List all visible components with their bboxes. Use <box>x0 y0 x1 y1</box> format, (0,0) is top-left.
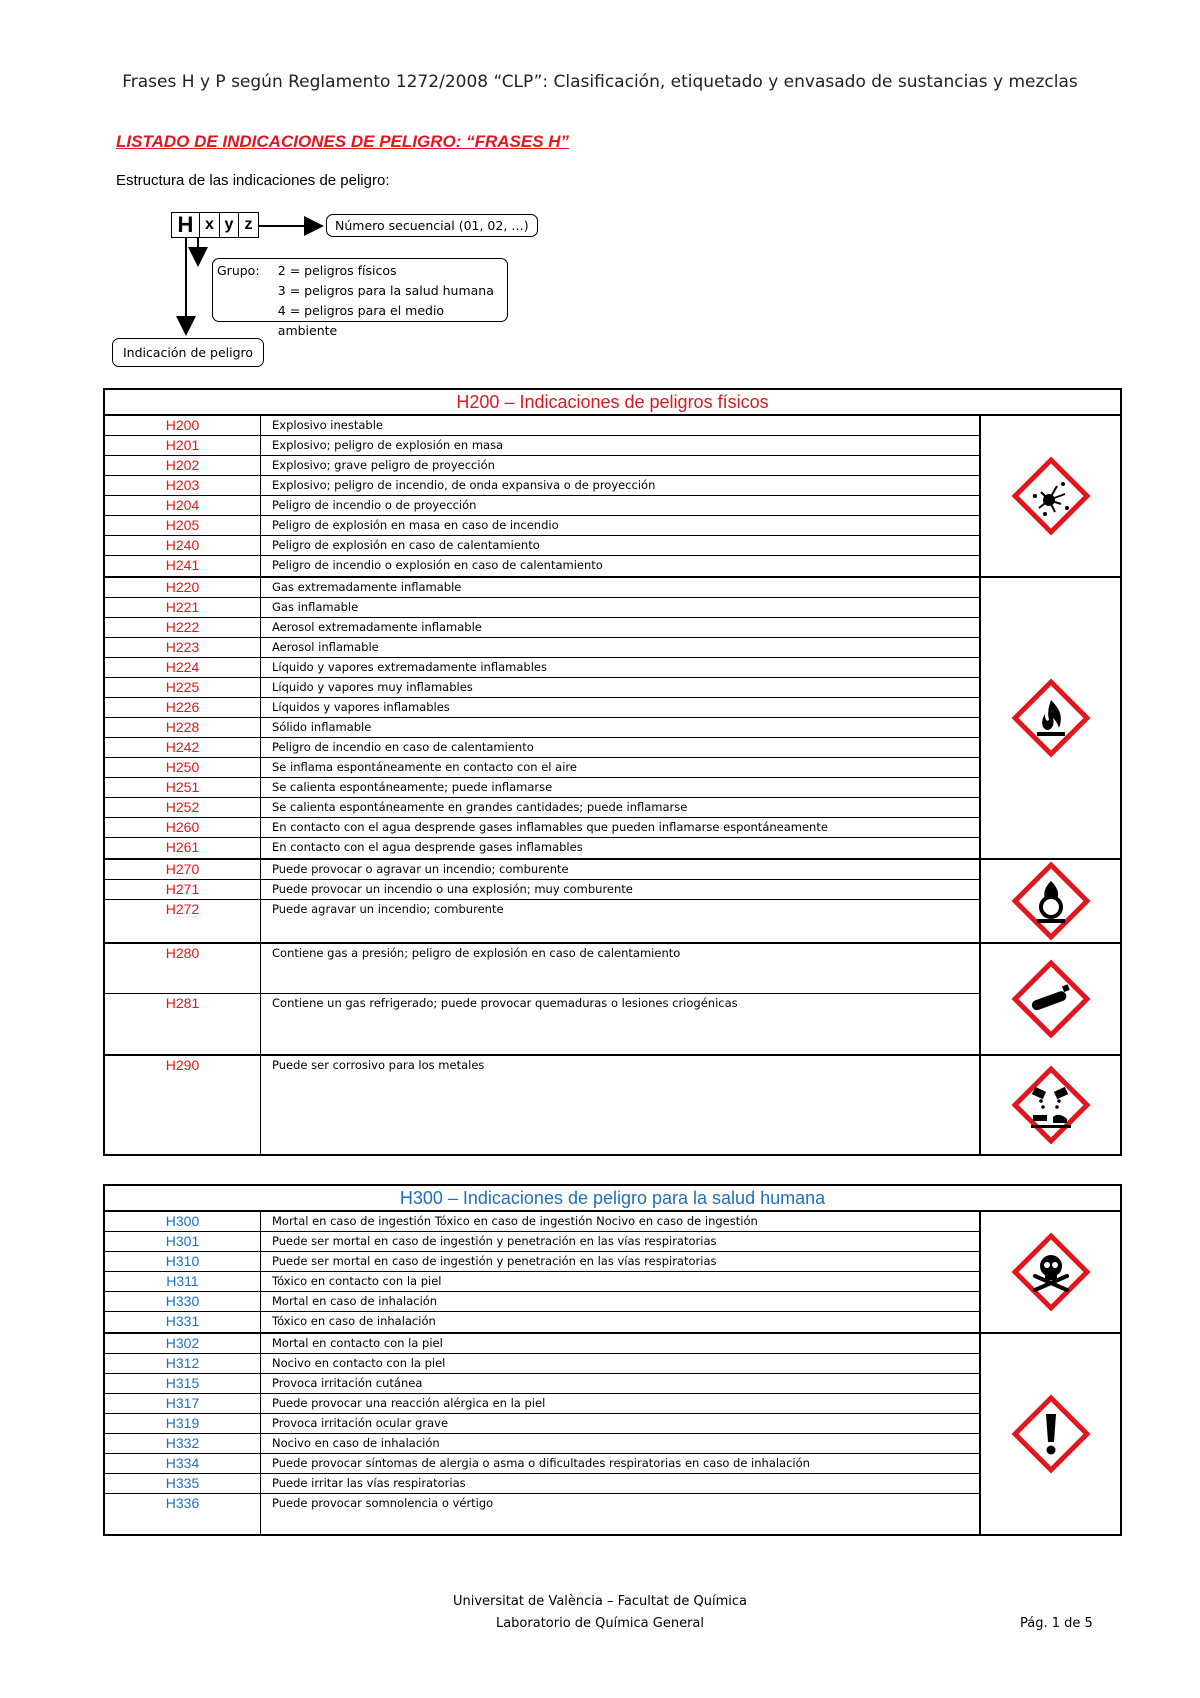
table-row <box>105 436 979 456</box>
hazard-code: H201 <box>105 436 261 455</box>
hazard-group <box>105 1334 1120 1534</box>
table-row <box>105 556 979 576</box>
table-row <box>105 456 979 476</box>
hazard-code: H330 <box>105 1292 261 1311</box>
table-row <box>105 578 979 598</box>
pictogram-cell <box>979 1334 1120 1534</box>
hazard-statement: Líquidos y vapores inflamables <box>272 700 450 714</box>
hazard-statement: Peligro de incendio o explosión en caso de calentamiento <box>272 558 603 572</box>
table-row <box>105 1056 979 1154</box>
hazard-code: H270 <box>105 860 261 879</box>
hazard-statement: Gas inflamable <box>272 600 359 614</box>
hazard-code: H205 <box>105 516 261 535</box>
hazard-statement: Nocivo en contacto con la piel <box>272 1356 446 1370</box>
hazard-code: H261 <box>105 838 261 858</box>
table-row <box>105 638 979 658</box>
hazard-code: H280 <box>105 944 261 993</box>
hazard-code: H335 <box>105 1474 261 1493</box>
hazard-statement: Puede provocar somnolencia o vértigo <box>272 1496 494 1510</box>
table-row <box>105 1354 979 1374</box>
hazard-statement: Puede provocar o agravar un incendio; comburente <box>272 862 569 876</box>
table-row <box>105 598 979 618</box>
hazard-code: H226 <box>105 698 261 717</box>
hazard-code: H228 <box>105 718 261 737</box>
pictogram-cell <box>979 1056 1120 1154</box>
table-row <box>105 1212 979 1232</box>
table-row <box>105 944 979 994</box>
hazard-code: H281 <box>105 994 261 1054</box>
hazard-code: H272 <box>105 900 261 942</box>
table-row <box>105 476 979 496</box>
hazard-groups <box>105 416 1120 1154</box>
hazard-code: H271 <box>105 880 261 899</box>
hazard-statement: Puede ser mortal en caso de ingestión y penetración en las vías respiratorias <box>272 1234 717 1248</box>
exclamation-mark-icon <box>1011 1394 1091 1474</box>
hazard-statement: Aerosol extremadamente inflamable <box>272 620 482 634</box>
table-row <box>105 738 979 758</box>
footer-university: Universitat de València – Facultat de Química <box>452 1594 748 1609</box>
group-line: 2 = peligros físicos <box>277 263 397 278</box>
hazard-group <box>105 1212 1120 1334</box>
table-row <box>105 1434 979 1454</box>
footer-lab: Laboratorio de Química General <box>495 1616 705 1631</box>
hazard-rows <box>105 860 979 942</box>
table-row <box>105 994 979 1054</box>
hazard-statement: Peligro de incendio o de proyección <box>272 498 477 512</box>
pictogram-border <box>1015 1069 1087 1141</box>
table-row <box>105 1272 979 1292</box>
hazard-statement: Explosivo inestable <box>272 418 383 432</box>
hazard-code: H241 <box>105 556 261 576</box>
hazard-statement: Tóxico en caso de inhalación <box>272 1314 436 1328</box>
hazard-statement: Se inflama espontáneamente en contacto con el aire <box>272 760 577 774</box>
letter-h: H <box>171 212 201 238</box>
hazard-statement: Peligro de explosión en masa en caso de incendio <box>272 518 559 532</box>
hazard-groups <box>105 1212 1120 1534</box>
table-row <box>105 860 979 880</box>
letter-z: z <box>238 212 259 238</box>
table-row <box>105 758 979 778</box>
group-label: Grupo: <box>217 263 260 278</box>
hazard-statement: Se calienta espontáneamente en grandes cantidades; puede inflamarse <box>272 800 688 814</box>
hazard-code: H240 <box>105 536 261 555</box>
hazard-code: H202 <box>105 456 261 475</box>
footer-page-number: Pág. 1 de 5 <box>1020 1616 1093 1631</box>
group-line: 3 = peligros para la salud humana <box>277 283 494 298</box>
table-row <box>105 1414 979 1434</box>
hazard-code: H220 <box>105 578 261 597</box>
table-row <box>105 536 979 556</box>
health-hazards-table <box>103 1184 1122 1536</box>
group-line: 4 = peligros para el medio ambiente <box>277 303 445 338</box>
table-row <box>105 618 979 638</box>
hazard-code: H319 <box>105 1414 261 1433</box>
hazard-statement: Peligro de incendio en caso de calentamiento <box>272 740 534 754</box>
hazard-code: H252 <box>105 798 261 817</box>
hazard-code: H311 <box>105 1272 261 1291</box>
hazard-rows <box>105 1334 979 1534</box>
hazard-statement: En contacto con el agua desprende gases inflamables que pueden inflamarse espontáneamente <box>272 820 828 834</box>
hazard-group <box>105 578 1120 860</box>
sequential-box: Número secuencial (01, 02, …) <box>326 214 538 237</box>
hazard-code: H222 <box>105 618 261 637</box>
hazard-statement: Explosivo; grave peligro de proyección <box>272 458 495 472</box>
hazard-code: H203 <box>105 476 261 495</box>
gas-cylinder-icon <box>1011 959 1091 1039</box>
table-row <box>105 718 979 738</box>
hazard-code: H200 <box>105 416 261 435</box>
hazard-code: H315 <box>105 1374 261 1393</box>
hazard-code: H224 <box>105 658 261 677</box>
table-row <box>105 1252 979 1272</box>
pictogram-border <box>1015 865 1087 937</box>
hazard-code: H301 <box>105 1232 261 1251</box>
hazard-rows <box>105 416 979 576</box>
table-row <box>105 880 979 900</box>
corrosion-icon <box>1011 1065 1091 1145</box>
table-row <box>105 496 979 516</box>
hazard-code: H317 <box>105 1394 261 1413</box>
hazard-code: H290 <box>105 1056 261 1154</box>
hazard-statement: Peligro de explosión en caso de calentamiento <box>272 538 540 552</box>
table-row <box>105 1474 979 1494</box>
hazard-statement: Puede provocar un incendio o una explosión; muy comburente <box>272 882 633 896</box>
hazard-rows <box>105 1056 979 1154</box>
structure-diagram <box>0 0 1200 380</box>
hazard-code: H312 <box>105 1354 261 1373</box>
table-row <box>105 678 979 698</box>
hazard-code: H223 <box>105 638 261 657</box>
hazard-code: H250 <box>105 758 261 777</box>
hazard-code: H242 <box>105 738 261 757</box>
hazard-group <box>105 416 1120 578</box>
table-title: H300 – Indicaciones de peligro para la salud humana <box>105 1186 1120 1212</box>
flame-over-circle-icon <box>1011 861 1091 941</box>
letter-x: x <box>199 212 220 238</box>
letter-y: y <box>219 212 240 238</box>
hazard-code: H251 <box>105 778 261 797</box>
table-row <box>105 1232 979 1252</box>
hazard-statement: Puede agravar un incendio; comburente <box>272 902 504 916</box>
hazard-statement: En contacto con el agua desprende gases inflamables <box>272 840 583 854</box>
hazard-code: H332 <box>105 1434 261 1453</box>
hazard-code: H221 <box>105 598 261 617</box>
table-row <box>105 818 979 838</box>
table-row <box>105 1334 979 1354</box>
table-row <box>105 900 979 942</box>
hazard-code: H334 <box>105 1454 261 1473</box>
hazard-statement: Provoca irritación cutánea <box>272 1376 423 1390</box>
hazard-group <box>105 1056 1120 1154</box>
pictogram-cell <box>979 860 1120 942</box>
table-row <box>105 798 979 818</box>
page-header: Frases H y P según Reglamento 1272/2008 “CLP”: Clasificación, etiquetado y envasado de sustancias y mezclas <box>122 72 1078 92</box>
hazard-group <box>105 860 1120 944</box>
hazard-statement: Contiene un gas refrigerado; puede provocar quemaduras o lesiones criogénicas <box>272 996 738 1010</box>
hazard-statement: Explosivo; peligro de incendio, de onda expansiva o de proyección <box>272 478 656 492</box>
hazard-code: H225 <box>105 678 261 697</box>
hazard-statement: Puede irritar las vías respiratorias <box>272 1476 466 1490</box>
table-title: H200 – Indicaciones de peligros físicos <box>105 390 1120 416</box>
table-row <box>105 778 979 798</box>
hazard-statement: Sólido inflamable <box>272 720 372 734</box>
h-code-structure <box>172 212 259 238</box>
table-row <box>105 1374 979 1394</box>
hazard-code: H331 <box>105 1312 261 1332</box>
hazard-code: H310 <box>105 1252 261 1271</box>
physical-hazards-table <box>103 388 1122 1156</box>
hazard-statement: Puede provocar síntomas de alergia o asma o dificultades respiratorias en caso de inhalación <box>272 1456 810 1470</box>
hazard-statement: Mortal en contacto con la piel <box>272 1336 443 1350</box>
hazard-code: H336 <box>105 1494 261 1534</box>
hazard-statement: Explosivo; peligro de explosión en masa <box>272 438 504 452</box>
pictogram-cell <box>979 578 1120 858</box>
hazard-code: H300 <box>105 1212 261 1231</box>
hazard-group <box>105 944 1120 1056</box>
hazard-rows <box>105 578 979 858</box>
table-row <box>105 1292 979 1312</box>
group-box <box>212 258 508 338</box>
hazard-statement: Puede provocar una reacción alérgica en la piel <box>272 1396 546 1410</box>
hazard-code: H204 <box>105 496 261 515</box>
table-row <box>105 416 979 436</box>
hazard-statement: Contiene gas a presión; peligro de explosión en caso de calentamiento <box>272 946 681 960</box>
exclamation-mark-symbol <box>1046 1414 1056 1455</box>
section-heading: LISTADO DE INDICACIONES DE PELIGRO: “FRASES H” <box>116 132 570 151</box>
hazard-statement: Puede ser corrosivo para los metales <box>272 1058 485 1072</box>
structure-label: Estructura de las indicaciones de peligro: <box>116 172 390 189</box>
hazard-statement: Provoca irritación ocular grave <box>272 1416 449 1430</box>
pictogram-cell <box>979 416 1120 576</box>
hazard-statement: Líquido y vapores muy inflamables <box>272 680 473 694</box>
table-row <box>105 1312 979 1332</box>
hazard-code: H302 <box>105 1334 261 1353</box>
hazard-statement: Nocivo en caso de inhalación <box>272 1436 440 1450</box>
table-row <box>105 1394 979 1414</box>
hazard-statement: Mortal en caso de ingestión Tóxico en caso de ingestión Nocivo en caso de ingestión <box>272 1214 758 1228</box>
hazard-statement: Líquido y vapores extremadamente inflamables <box>272 660 547 674</box>
hazard-statement: Aerosol inflamable <box>272 640 379 654</box>
table-row <box>105 838 979 858</box>
pictogram-cell <box>979 944 1120 1054</box>
pictogram-cell <box>979 1212 1120 1332</box>
hazard-rows <box>105 1212 979 1332</box>
table-row <box>105 516 979 536</box>
hazard-statement: Gas extremadamente inflamable <box>272 580 462 594</box>
skull-crossbones-icon <box>1011 1232 1091 1312</box>
table-row <box>105 698 979 718</box>
hazard-rows <box>105 944 979 1054</box>
table-row <box>105 1494 979 1534</box>
hazard-statement: Se calienta espontáneamente; puede inflamarse <box>272 780 553 794</box>
hazard-statement: Puede ser mortal en caso de ingestión y penetración en las vías respiratorias <box>272 1254 717 1268</box>
hazard-code: H260 <box>105 818 261 837</box>
hazard-statement: Tóxico en contacto con la piel <box>272 1274 442 1288</box>
flame-icon <box>1011 678 1091 758</box>
table-row <box>105 658 979 678</box>
indicacion-box: Indicación de peligro <box>112 338 264 367</box>
hazard-statement: Mortal en caso de inhalación <box>272 1294 438 1308</box>
explosive-icon <box>1011 456 1091 536</box>
table-row <box>105 1454 979 1474</box>
